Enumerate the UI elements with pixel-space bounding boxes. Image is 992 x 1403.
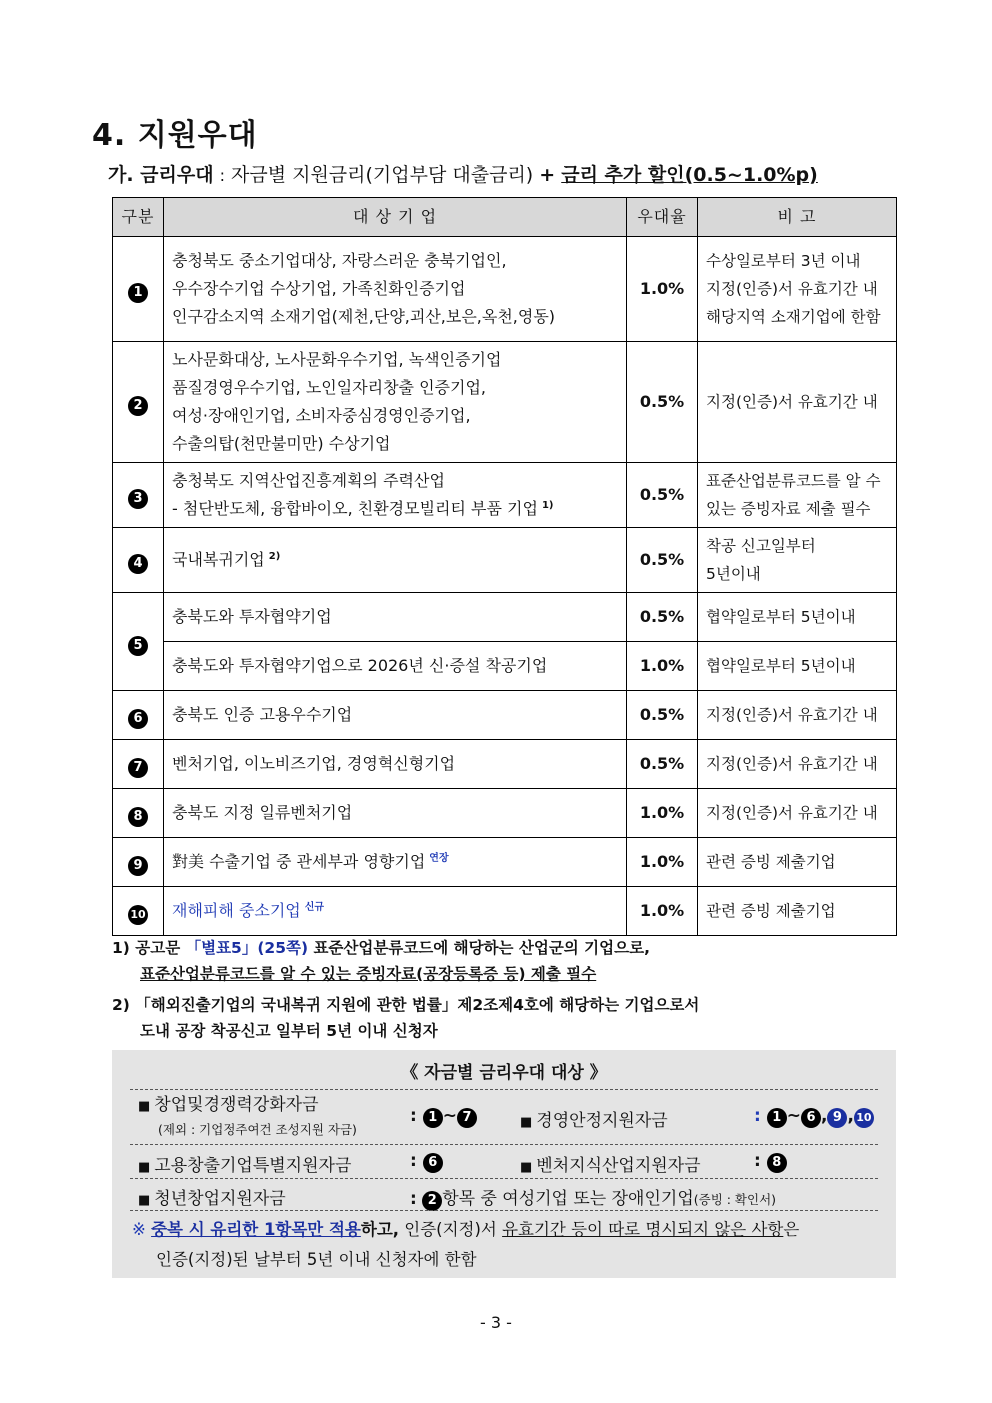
table-row [113,838,897,887]
fund-1 [138,1094,357,1141]
footnote-text: 표준산업분류코드에 해당하는 산업군의 기업으로, [308,939,650,957]
circled-number: 4 [128,554,148,574]
row-rate: 0.5% [627,463,698,528]
fund-2-value: : 1 ~ 6 , 9 , 10 [754,1106,874,1128]
square-bullet-icon: ■ [138,1099,151,1114]
row-number [113,838,164,887]
row-target [164,887,627,936]
target-line: 국내복귀기업 [172,550,265,569]
header-category: 구분 [113,198,164,237]
row-number [113,342,164,463]
row-note: 지정(인증)서 유효기간 내 [698,789,897,838]
fund-summary-box [112,1050,896,1278]
row-target [164,528,627,593]
row-note: 협약일로부터 5년이내 [698,593,897,642]
footnote-ref-link: 「별표5」(25쪽) [185,939,309,957]
circled-number: 3 [128,489,148,509]
page-number: - 3 - [480,1313,512,1332]
footnote-1 [112,935,650,987]
footnote-text: 도내 공장 착공신고 일부터 5년 이내 신청자 [140,1022,438,1040]
circled-number: 7 [128,758,148,778]
target-line: 충청북도 지역산업진흥계획의 주력산업 [172,471,445,490]
square-bullet-icon: ■ [138,1160,151,1175]
circled-number: 9 [128,856,148,876]
note-highlight: 중복 시 유리한 1항목만 적용 [151,1220,361,1239]
row-number [113,691,164,740]
table-row [113,887,897,936]
note-line: 있는 증빙자료 제출 필수 [706,500,871,518]
fund-label: 고용창출기업특별지원자금 [154,1156,352,1176]
target-line: 충청북도 중소기업대상, 자랑스러운 충북기업인, [172,251,507,270]
row-target [164,838,627,887]
footnote-text: 1) 공고문 [112,939,186,957]
box-note-line2: 인증(지정)된 날부터 5년 이내 신청자에 한함 [156,1250,477,1269]
table-header-row [113,198,897,237]
table-row [113,593,897,642]
circled-number: 8 [128,807,148,827]
row-target: 충북도 지정 일류벤처기업 [164,789,627,838]
header-target: 대 상 기 업 [164,198,627,237]
footnote-text: 표준산업분류코드를 알 수 있는 증빙자료(공장등록증 등) 제출 필수 [140,965,597,983]
fund-2 [520,1106,668,1131]
target-line: 재해피해 중소기업 [172,901,301,920]
row-note [698,237,897,342]
row-rate: 1.0% [627,237,698,342]
row-number [113,593,164,691]
table-row [113,342,897,463]
row-number [113,887,164,936]
circled-number: 10 [128,905,148,925]
row-target [164,237,627,342]
note-line: 지정(인증)서 유효기간 내 [706,280,878,298]
note-line: 착공 신고일부터 [706,537,816,555]
row-target: 벤처기업, 이노비즈기업, 경영혁신형기업 [164,740,627,789]
fund-4 [520,1151,701,1176]
square-bullet-icon: ■ [520,1115,533,1130]
circled-number: 2 [422,1191,442,1211]
row-note: 협약일로부터 5년이내 [698,642,897,691]
circled-number: 6 [423,1153,443,1173]
row-note: 지정(인증)서 유효기간 내 [698,740,897,789]
target-line: 인구감소지역 소재기업(제천,단양,괴산,보은,옥천,영동) [172,307,556,326]
row-number [113,463,164,528]
table-row [113,642,897,691]
row-note: 지정(인증)서 유효기간 내 [698,691,897,740]
tag-extension: 연장 [429,852,449,864]
circled-number: 1 [128,283,148,303]
section-title: 4. 지원우대 [92,118,258,153]
circled-number: 10 [854,1108,874,1128]
fund-5 [138,1184,286,1209]
target-line: 여성·장애인기업, 소비자중심경영인증기업, [172,406,471,425]
fund-1-value: : 1 ~ 7 [410,1106,477,1128]
row-number [113,528,164,593]
row-rate: 0.5% [627,342,698,463]
subtitle-sep: : [219,166,225,185]
target-line: 수출의탑(천만불미만) 수상기업 [172,434,391,453]
box-title: 《 자금별 금리우대 대상 》 [401,1063,607,1083]
subtitle-text: 자금별 지원금리(기업부담 대출금리) [231,164,534,186]
header-rate: 우대율 [627,198,698,237]
row-rate: 0.5% [627,528,698,593]
row-number [113,789,164,838]
divider [130,1144,878,1145]
circled-number: 9 [827,1108,847,1128]
fund-label: 창업및경쟁력강화자금 [154,1095,319,1115]
benefit-table [112,197,897,936]
row-rate: 1.0% [627,642,698,691]
fund-3 [138,1151,351,1176]
row-target [164,342,627,463]
row-rate: 1.0% [627,887,698,936]
row-target: 충북도와 투자협약기업 [164,593,627,642]
row-rate: 0.5% [627,740,698,789]
fund-5-value: : 2 항목 중 여성기업 또는 장애인기업(증빙 : 확인서) [410,1189,777,1209]
box-note: ※ 중복 시 유리한 1항목만 적용하고, 인증(지정)서 유효기간 등이 따로 명시되지 않은 사항은 [132,1220,800,1239]
divider [130,1178,878,1179]
fund-4-value: : 8 [754,1151,787,1173]
table-row [113,740,897,789]
row-note [698,342,897,463]
table-row [113,463,897,528]
note-line: 지정(인증)서 유효기간 내 [706,393,878,411]
footnote-2 [112,992,699,1044]
target-line: - 첨단반도체, 융합바이오, 친환경모빌리티 부품 기업 $^{1)}$ [172,499,554,518]
subtitle-label: 가. 금리우대 [108,164,214,186]
fund-label: 청년창업지원자금 [154,1189,286,1209]
circled-number: 2 [128,396,148,416]
divider [130,1089,878,1090]
target-line: 우수장수기업 수상기업, 가족친화인증기업 [172,279,466,298]
circled-number: 6 [128,709,148,729]
circled-number: 1 [767,1108,787,1128]
circled-number: 5 [128,636,148,656]
footnote-text: 2) 「해외진출기업의 국내복귀 지원에 관한 법률」제2조제4호에 해당하는 기업으로서 [112,996,700,1014]
row-rate: 1.0% [627,838,698,887]
note-line: 5년이내 [706,565,761,583]
note-mark: ※ [132,1220,146,1239]
row-note: 관련 증빙 제출기업 [698,887,897,936]
footnote-ref: 1) [541,499,554,511]
row-note [698,528,897,593]
row-rate: 0.5% [627,691,698,740]
row-note [698,463,897,528]
note-line: 해당지역 소재기업에 한함 [706,308,881,326]
circled-number: 8 [767,1153,787,1173]
table-row [113,237,897,342]
fund-label: 경영안정지원자금 [536,1111,668,1131]
target-line: 노사문화대상, 노사문화우수기업, 녹색인증기업 [172,350,502,369]
row-target: 충북도 인증 고용우수기업 [164,691,627,740]
target-line: 對美 수출기업 중 관세부과 영향기업 [172,852,426,871]
subtitle-extra: 금리 추가 할인(0.5~1.0%p) [561,164,818,186]
subtitle [108,160,818,187]
row-target [164,463,627,528]
square-bullet-icon: ■ [520,1160,533,1175]
note-line: 표준산업분류코드를 알 수 [706,472,881,490]
circled-number: 7 [457,1108,477,1128]
row-note: 관련 증빙 제출기업 [698,838,897,887]
row-rate: 0.5% [627,593,698,642]
note-line: 수상일로부터 3년 이내 [706,252,861,270]
row-number [113,237,164,342]
circled-number: 1 [423,1108,443,1128]
divider [130,1210,878,1211]
tag-new: 신규 [304,901,325,913]
row-target: 충북도와 투자협약기업으로 2026년 신·증설 착공기업 [164,642,627,691]
square-bullet-icon: ■ [138,1193,151,1208]
target-line: 품질경영우수기업, 노인일자리창출 인증기업, [172,378,487,397]
table-row [113,691,897,740]
row-number [113,740,164,789]
subtitle-plus: + [539,164,556,186]
table-row [113,789,897,838]
row-rate: 1.0% [627,789,698,838]
circled-number: 6 [801,1108,821,1128]
fund-label: 벤처지식산업지원자금 [536,1156,701,1176]
header-note: 비 고 [698,198,897,237]
footnote-ref: 2) [268,550,281,562]
table-row [113,528,897,593]
fund-sub: (제외 : 기업정주여건 조성지원 자금) [158,1122,357,1137]
fund-3-value: : 6 [410,1151,443,1173]
